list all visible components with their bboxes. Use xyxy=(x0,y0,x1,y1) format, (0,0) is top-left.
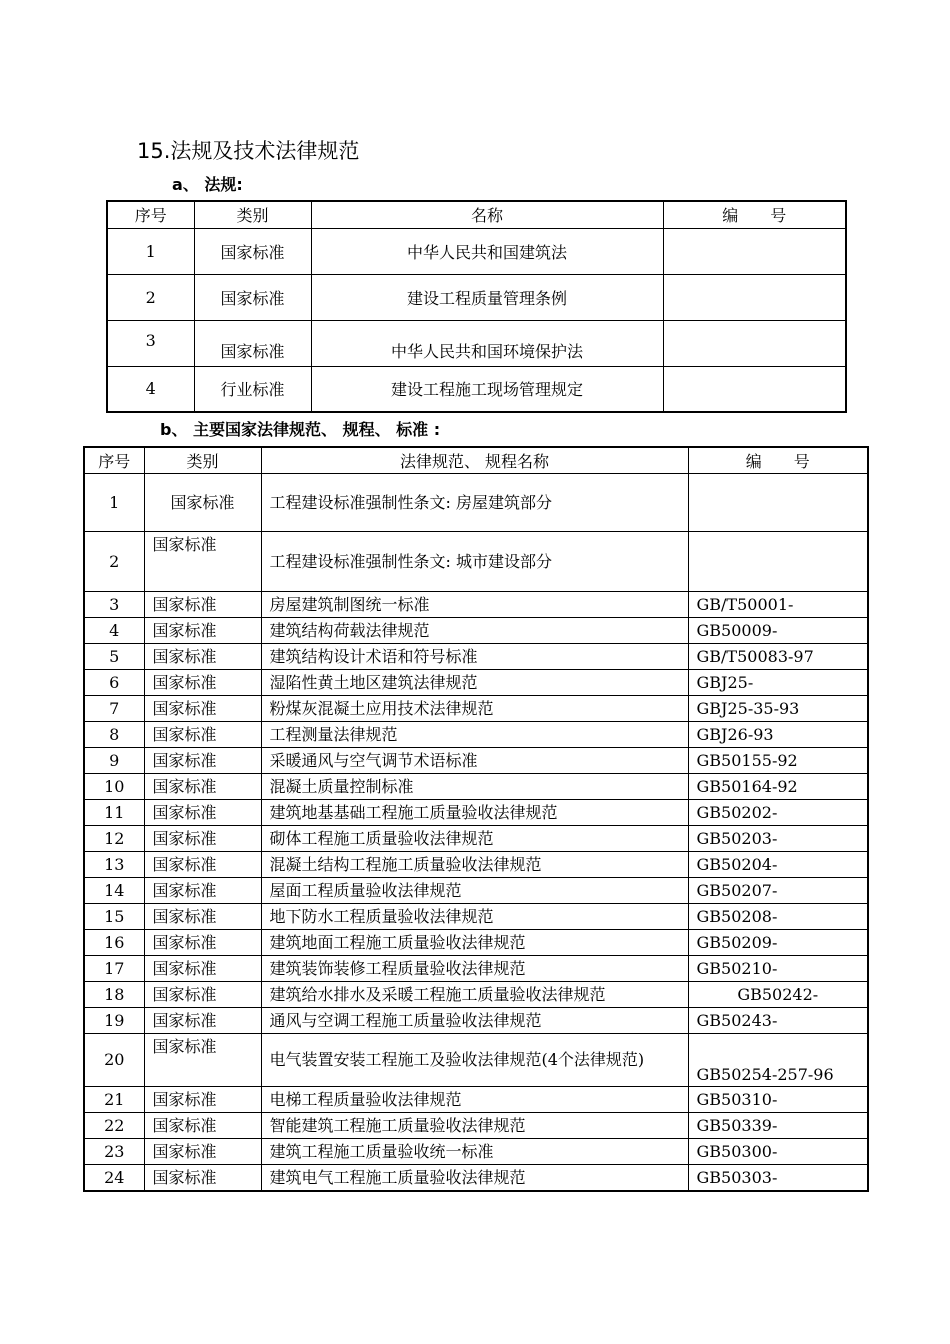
cell-name: 建筑地基基础工程施工质量验收法律规范 xyxy=(261,800,688,826)
cell-no: 4 xyxy=(84,618,144,644)
header-name: 法律规范、 规程名称 xyxy=(261,447,688,474)
cell-code: GB50300- xyxy=(688,1139,868,1165)
cell-code: GB50203- xyxy=(688,826,868,852)
header-name: 名称 xyxy=(311,201,663,228)
header-no: 序号 xyxy=(84,447,144,474)
table-row xyxy=(84,1008,868,1034)
cell-category: 国家标准 xyxy=(144,878,261,904)
cell-category: 国家标准 xyxy=(144,618,261,644)
cell-category: 国家标准 xyxy=(144,1165,261,1192)
cell-code: GB50208- xyxy=(688,904,868,930)
table-row xyxy=(107,320,846,366)
cell-name: 工程建设标准强制性条文: 房屋建筑部分 xyxy=(261,474,688,532)
cell-code: GB50243- xyxy=(688,1008,868,1034)
cell-category: 国家标准 xyxy=(144,532,261,592)
table-header xyxy=(84,447,868,474)
table-row xyxy=(84,956,868,982)
cell-category: 国家标准 xyxy=(144,696,261,722)
cell-code: GB50339- xyxy=(688,1113,868,1139)
cell-name: 工程测量法律规范 xyxy=(261,722,688,748)
table-row xyxy=(84,696,868,722)
cell-category: 国家标准 xyxy=(194,228,311,274)
cell-no: 10 xyxy=(84,774,144,800)
table-row xyxy=(84,1165,868,1192)
cell-name: 建筑结构设计术语和符号标准 xyxy=(261,644,688,670)
table-row xyxy=(84,826,868,852)
cell-category: 国家标准 xyxy=(194,320,311,366)
table-row xyxy=(84,1113,868,1139)
cell-category: 国家标准 xyxy=(144,800,261,826)
cell-no: 21 xyxy=(84,1087,144,1113)
cell-no: 2 xyxy=(84,532,144,592)
cell-name: 电气装置安装工程施工及验收法律规范(4个法律规范) xyxy=(261,1034,688,1087)
cell-code: GB50209- xyxy=(688,930,868,956)
cell-category: 国家标准 xyxy=(144,1139,261,1165)
cell-code: GB/T50083-97 xyxy=(688,644,868,670)
cell-no: 20 xyxy=(84,1034,144,1087)
cell-no: 23 xyxy=(84,1139,144,1165)
cell-code xyxy=(688,532,868,592)
header-code: 编 号 xyxy=(663,201,846,228)
cell-code: GBJ25- xyxy=(688,670,868,696)
cell-no: 14 xyxy=(84,878,144,904)
cell-code: GB50202- xyxy=(688,800,868,826)
cell-code xyxy=(663,228,846,274)
table-header xyxy=(107,201,846,228)
cell-category: 国家标准 xyxy=(194,274,311,320)
cell-category: 国家标准 xyxy=(144,904,261,930)
table-row xyxy=(84,592,868,618)
table-row xyxy=(84,722,868,748)
cell-name: 房屋建筑制图统一标准 xyxy=(261,592,688,618)
header-category: 类别 xyxy=(144,447,261,474)
part-b-label: b、 主要国家法律规范、 规程、 标准 : xyxy=(160,420,441,439)
cell-category: 国家标准 xyxy=(144,852,261,878)
cell-code: GB50164-92 xyxy=(688,774,868,800)
cell-category: 国家标准 xyxy=(144,670,261,696)
cell-name: 砌体工程施工质量验收法律规范 xyxy=(261,826,688,852)
cell-name: 湿陷性黄土地区建筑法律规范 xyxy=(261,670,688,696)
cell-name: 工程建设标准强制性条文: 城市建设部分 xyxy=(261,532,688,592)
cell-code: GB50009- xyxy=(688,618,868,644)
cell-code: GB50210- xyxy=(688,956,868,982)
cell-name: 中华人民共和国环境保护法 xyxy=(311,320,663,366)
cell-category: 国家标准 xyxy=(144,1034,261,1087)
table-row xyxy=(84,670,868,696)
cell-category: 国家标准 xyxy=(144,956,261,982)
cell-category: 国家标准 xyxy=(144,474,261,532)
header-code: 编 号 xyxy=(688,447,868,474)
section-title: 15.法规及技术法律规范 xyxy=(137,139,360,163)
cell-name: 通风与空调工程施工质量验收法律规范 xyxy=(261,1008,688,1034)
cell-code xyxy=(663,274,846,320)
cell-name: 建筑结构荷载法律规范 xyxy=(261,618,688,644)
cell-code: GB50242- xyxy=(688,982,868,1008)
cell-name: 建筑地面工程施工质量验收法律规范 xyxy=(261,930,688,956)
cell-name: 采暖通风与空气调节术语标准 xyxy=(261,748,688,774)
cell-name: 中华人民共和国建筑法 xyxy=(311,228,663,274)
cell-category: 国家标准 xyxy=(144,1008,261,1034)
cell-category: 国家标准 xyxy=(144,1087,261,1113)
cell-name: 电梯工程质量验收法律规范 xyxy=(261,1087,688,1113)
cell-category: 国家标准 xyxy=(144,982,261,1008)
table-row xyxy=(84,930,868,956)
table-row xyxy=(84,852,868,878)
cell-no: 5 xyxy=(84,644,144,670)
table-row xyxy=(84,644,868,670)
cell-name: 建筑电气工程施工质量验收法律规范 xyxy=(261,1165,688,1192)
cell-no: 4 xyxy=(107,366,194,412)
cell-name: 粉煤灰混凝土应用技术法律规范 xyxy=(261,696,688,722)
cell-no: 11 xyxy=(84,800,144,826)
table-row xyxy=(84,1034,868,1087)
table-row xyxy=(84,800,868,826)
cell-name: 混凝土结构工程施工质量验收法律规范 xyxy=(261,852,688,878)
header-no: 序号 xyxy=(107,201,194,228)
cell-no: 7 xyxy=(84,696,144,722)
header-category: 类别 xyxy=(194,201,311,228)
cell-name: 建筑给水排水及采暖工程施工质量验收法律规范 xyxy=(261,982,688,1008)
cell-name: 建设工程施工现场管理规定 xyxy=(311,366,663,412)
table-row xyxy=(84,878,868,904)
cell-no: 13 xyxy=(84,852,144,878)
cell-code: GB50155-92 xyxy=(688,748,868,774)
cell-code xyxy=(663,320,846,366)
cell-category: 国家标准 xyxy=(144,722,261,748)
cell-no: 1 xyxy=(84,474,144,532)
cell-category: 国家标准 xyxy=(144,930,261,956)
cell-category: 行业标准 xyxy=(194,366,311,412)
cell-name: 智能建筑工程施工质量验收法律规范 xyxy=(261,1113,688,1139)
cell-code: GB50254-257-96 xyxy=(688,1034,868,1087)
cell-code: GBJ25-35-93 xyxy=(688,696,868,722)
cell-category: 国家标准 xyxy=(144,774,261,800)
cell-code: GB50303- xyxy=(688,1165,868,1192)
cell-code: GBJ26-93 xyxy=(688,722,868,748)
table-row xyxy=(84,982,868,1008)
cell-no: 2 xyxy=(107,274,194,320)
cell-name: 地下防水工程质量验收法律规范 xyxy=(261,904,688,930)
table-row xyxy=(107,228,846,274)
cell-code: GB50204- xyxy=(688,852,868,878)
cell-no: 24 xyxy=(84,1165,144,1192)
table-row xyxy=(84,532,868,592)
cell-no: 9 xyxy=(84,748,144,774)
regulations-table xyxy=(106,200,847,413)
cell-no: 3 xyxy=(84,592,144,618)
cell-no: 16 xyxy=(84,930,144,956)
cell-no: 12 xyxy=(84,826,144,852)
standards-table-body xyxy=(84,474,868,1192)
cell-name: 屋面工程质量验收法律规范 xyxy=(261,878,688,904)
cell-code: GB50310- xyxy=(688,1087,868,1113)
table-row xyxy=(84,1087,868,1113)
standards-table xyxy=(83,446,869,1192)
cell-category: 国家标准 xyxy=(144,748,261,774)
table-row xyxy=(107,366,846,412)
cell-category: 国家标准 xyxy=(144,826,261,852)
table-row xyxy=(84,618,868,644)
cell-no: 19 xyxy=(84,1008,144,1034)
cell-name: 建设工程质量管理条例 xyxy=(311,274,663,320)
cell-name: 混凝土质量控制标准 xyxy=(261,774,688,800)
cell-no: 3 xyxy=(107,320,194,366)
cell-no: 22 xyxy=(84,1113,144,1139)
cell-no: 8 xyxy=(84,722,144,748)
cell-no: 18 xyxy=(84,982,144,1008)
cell-category: 国家标准 xyxy=(144,644,261,670)
table-row xyxy=(84,904,868,930)
cell-no: 15 xyxy=(84,904,144,930)
cell-no: 17 xyxy=(84,956,144,982)
cell-name: 建筑工程施工质量验收统一标准 xyxy=(261,1139,688,1165)
cell-category: 国家标准 xyxy=(144,592,261,618)
table-row xyxy=(84,774,868,800)
cell-no: 1 xyxy=(107,228,194,274)
table-row xyxy=(84,474,868,532)
table-row xyxy=(84,1139,868,1165)
table-row xyxy=(84,748,868,774)
cell-category: 国家标准 xyxy=(144,1113,261,1139)
cell-code: GB50207- xyxy=(688,878,868,904)
cell-code xyxy=(663,366,846,412)
table-row xyxy=(107,274,846,320)
cell-code xyxy=(688,474,868,532)
cell-name: 建筑装饰装修工程质量验收法律规范 xyxy=(261,956,688,982)
cell-no: 6 xyxy=(84,670,144,696)
part-a-label: a、 法规: xyxy=(172,175,243,194)
cell-code: GB/T50001- xyxy=(688,592,868,618)
